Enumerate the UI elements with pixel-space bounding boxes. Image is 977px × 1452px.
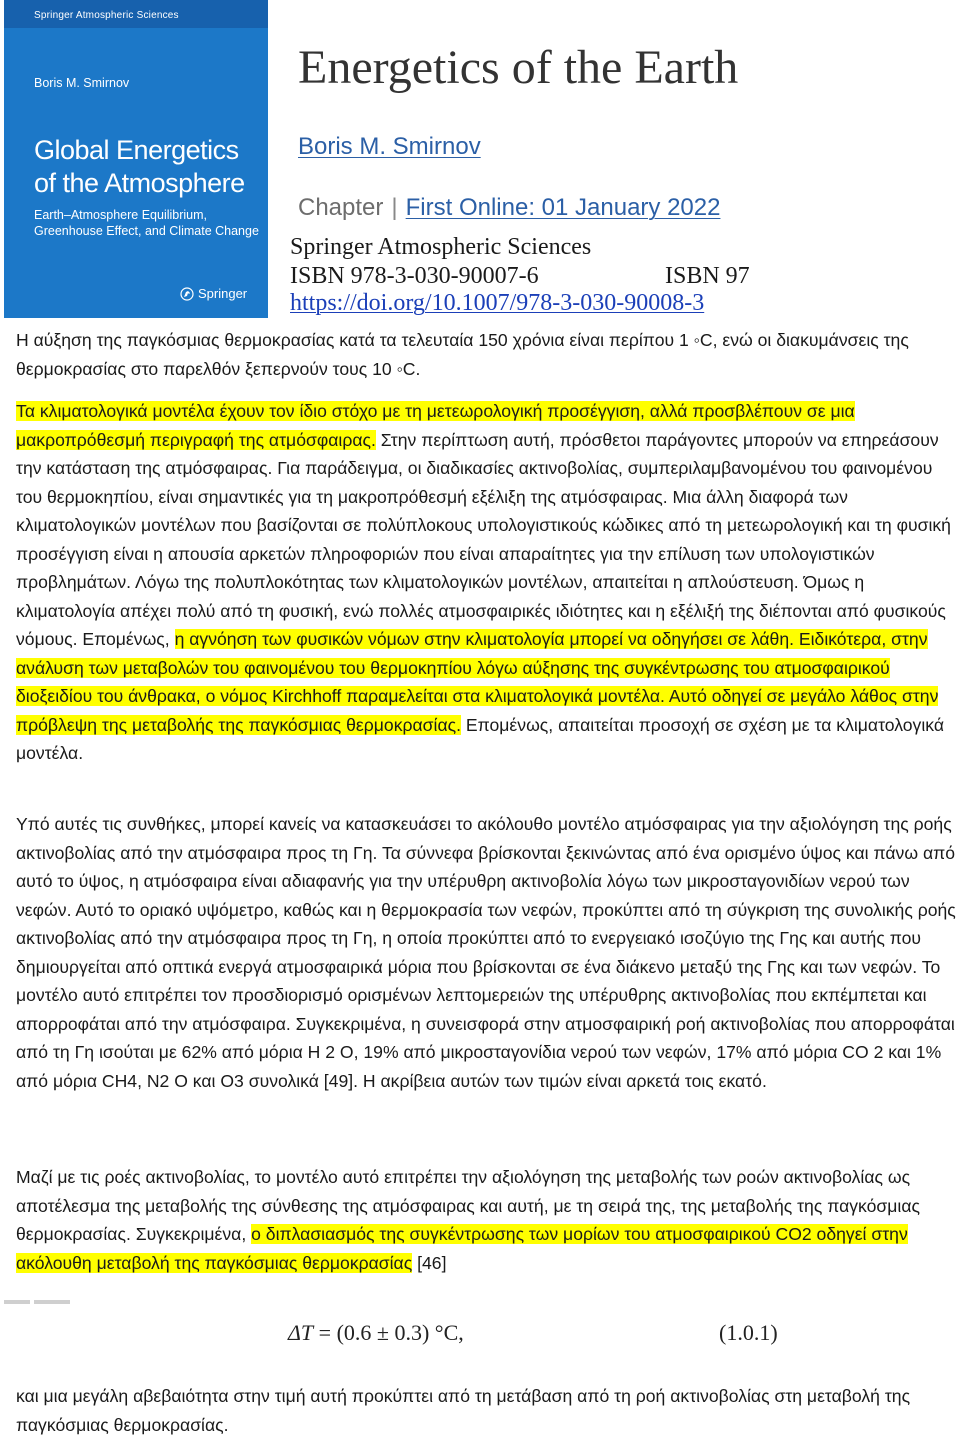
faint-artifact: [4, 1300, 86, 1308]
separator: |: [391, 194, 398, 221]
cover-title-line1: Global Energetics: [34, 135, 239, 165]
cover-subtitle-line1: Earth–Atmosphere Equilibrium,: [34, 208, 207, 222]
author-link[interactable]: Boris M. Smirnov: [298, 133, 481, 160]
paragraph-2-end: Επομένως, απαιτείται προσοχή σε σχέση με τα κλιματολογικά μοντέλα.: [16, 714, 945, 763]
chapter-title: Energetics of the Earth: [298, 41, 739, 94]
equation: [0, 1318, 977, 1352]
paragraph-1: Η αύξηση της παγκόσμιας θερμοκρασίας κατά τα τελευταία 150 χρόνια είναι περίπου 1 ◦C, ενώ οι διακυμάνσεις της θερμοκρασίας στο παρελθόν ξεπερνούν τους 10 ◦C.: [16, 330, 909, 379]
cover-publisher: [180, 286, 247, 301]
series-name: Springer Atmospheric Sciences: [290, 234, 592, 260]
cover-series: Springer Atmospheric Sciences: [34, 10, 179, 21]
highlight-co2-doubling: ο διπλασιασμός της συγκέντρωσης των μορίων του ατμοσφαιρικού CO2 οδηγεί στην ακόλουθη μεταβολή της παγκόσμιας θερμοκρασίας: [16, 1224, 908, 1273]
paragraph-3: Υπό αυτές τις συνθήκες, μπορεί κανείς να κατασκευάσει το ακόλουθο μοντέλο ατμόσφαιρας για την αξιολόγηση της ροής ακτινοβολίας από την ατμόσφαιρα προς τη Γη. Τα σύννεφα βρίσκονται ξεκινώντας από ένα ορισμένο ύψος και πάνω από αυτό το ύψος, η ατμόσφαιρα είναι αδιαφανής για την υπέρυθρη ακτινοβολία λόγω των μικροσταγονιδίων νερού των νεφών. Αυτό το οριακό υψόμετρο, καθώς και η θερμοκρασία των νεφών, προκύπτει από τη σύγκριση της συνολικής ροής ακτινοβολίας από την ατμόσφαιρα προς τη Γη, η οποία προκύπτει από το ενεργειακό ισοζύγιο της Γης και αυτής που δημιουργείται από οπτικά ενεργά ατμοσφαιρικά μόρια που βρίσκονται σε ένα διάκενο μεταξύ της Γης και των νεφών. Το μοντέλο αυτό επιτρέπει τον προσδιορισμό ορισμένων λεπτομερειών της υπέρυθρης ακτινοβολίας που εκπέμπεται και απορροφάται από την ατμόσφαιρα. Συγκεκριμένα, η συνεισφορά στην ατμοσφαιρική ροή ακτινοβολίας που απορροφάται από τη Γη ισούται με 62% από μόρια H 2 O, 19% από μικροσταγονίδια νερού των νεφών, 17% από μόρια CO 2 και 1% από μόρια CH4, N2 O και O3 συνολικά [49]. Η ακρίβεια αυτών των τιμών είναι αρκετά τοις εκατό.: [16, 814, 956, 1091]
chapter-line: [298, 194, 720, 222]
equation-lhs: ΔT: [288, 1320, 314, 1345]
book-info: [290, 0, 790, 318]
isbn-line: [290, 263, 750, 290]
equation-number: (1.0.1): [719, 1320, 778, 1345]
paragraph-4: [16, 1163, 961, 1277]
chapter-label: Chapter: [298, 194, 384, 221]
paragraph-5: και μια μεγάλη αβεβαιότητα στην τιμή αυτή προκύπτει από τη μετάβαση από τη ροή ακτινοβολίας στη μεταβολή της παγκόσμιας θερμοκρασίας.: [16, 1386, 911, 1435]
highlight-kirchhoff: η αγνόηση των φυσικών νόμων στην κλιματολογία μπορεί να οδηγήσει σε λάθη. Ειδικότερα, στην ανάλυση των μεταβολών του φαινομένου του θερμοκηπίου λόγω αύξησης της συγκέντρωσης του ατμοσφαιρικού διοξειδίου του άνθρακα, ο νόμος Kirchhoff παραμελείται στα κλιματολογικά μοντέλα. Αυτό οδηγεί σε μεγάλο λάθος στην πρόβλεψη της μεταβολής της παγκόσμιας θερμοκρασίας.: [16, 629, 939, 735]
paragraph-4-ref: [46]: [412, 1252, 447, 1273]
cover-subtitle: [34, 207, 259, 239]
equation-body: [288, 1320, 464, 1346]
doi-link[interactable]: https://doi.org/10.1007/978-3-030-90008-3: [290, 290, 705, 316]
book-cover: [4, 0, 268, 318]
equation-rhs: = (0.6 ± 0.3) °C,: [313, 1320, 464, 1345]
isbn-online: ISBN 97: [665, 263, 750, 289]
first-online-link[interactable]: First Online: 01 January 2022: [405, 194, 721, 221]
cover-author: Boris M. Smirnov: [34, 76, 130, 90]
isbn-print: ISBN 978-3-030-90007-6: [290, 263, 539, 289]
cover-title-line2: of the Atmosphere: [34, 168, 245, 198]
paragraph-2: [16, 397, 961, 768]
springer-horse-icon: [180, 287, 194, 301]
cover-title: [34, 134, 245, 200]
cover-subtitle-line2: Greenhouse Effect, and Climate Change: [34, 224, 259, 238]
highlight-climate-models: Τα κλιματολογικά μοντέλα έχουν τον ίδιο στόχο με τη μετεωρολογική προσέγγιση, αλλά προσβλέπουν σε μια μακροπρόθεσμή περιγραφή της ατμόσφαιρας.: [16, 401, 855, 450]
paragraph-4-start: Μαζί με τις ροές ακτινοβολίας, το μοντέλο αυτό επιτρέπει την αξιολόγηση της μεταβολής των ροών ακτινοβολίας ως αποτέλεσμα της μεταβολής της σύνθεσης της ατμόσφαιρας και αυτή, με τη σειρά της, της μεταβολής της παγκόσμιας θερμοκρασίας. Συγκεκριμένα,: [16, 1167, 920, 1244]
cover-publisher-name: Springer: [198, 286, 248, 301]
paragraph-2-body: Στην περίπτωση αυτή, πρόσθετοι παράγοντες μπορούν να επηρεάσουν την κατάσταση της ατμόσφαιρας. Για παράδειγμα, οι διαδικασίες ακτινοβολίας, συμπεριλαμβανομένου του φαινομένου του θερμοκηπίου, είναι σημαντικές για τη μακροπρόθεσμή εξέλιξη της ατμόσφαιρας. Μια άλλη διαφορά των κλιματολογικών μοντέλων που βασίζονται σε πολύπλοκους υπολογιστικούς κώδικες από τη μετεωρολογική και τη φυσική προσέγγιση είναι η απουσία αρκετών πληροφοριών που είναι απαραίτητες για την επίλυση των υπολογιστικών προβλημάτων. Λόγω της πολυπλοκότητας των κλιματολογικών μοντέλων, απαιτείται η απλούστευση. Όμως η κλιματολογία απέχει πολύ από τη φυσική, ενώ πολλές ατμοσφαιρικές ιδιότητες και η εξέλιξή της διέπονται από φυσικούς νόμους. Επομένως,: [16, 429, 951, 649]
